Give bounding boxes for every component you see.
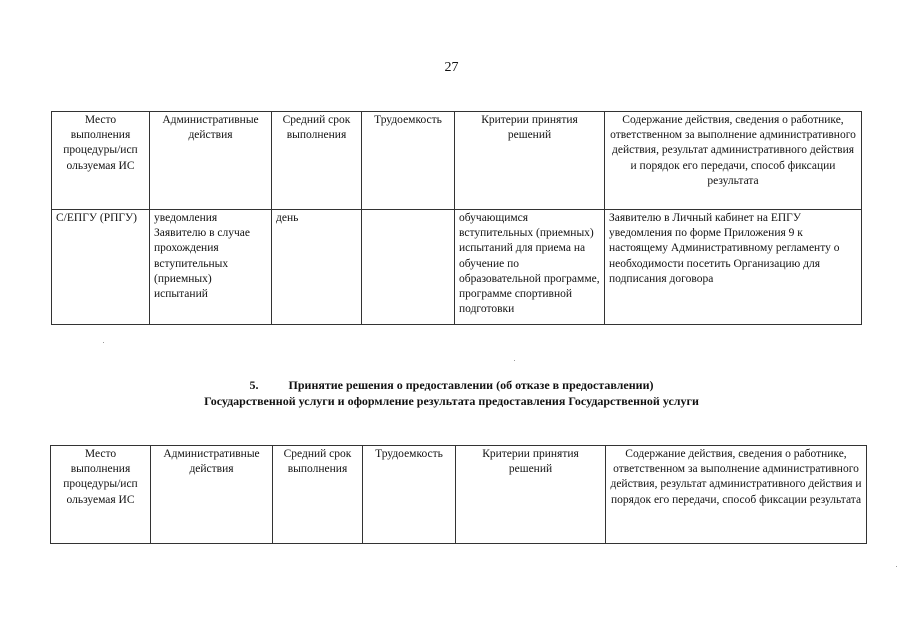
header-term: Средний срок выполнения [273, 446, 363, 544]
header-criteria: Критерии принятия решений [455, 112, 605, 210]
header-content: Содержание действия, сведения о работнике, ответственном за выполнение административного действия, результат административного действия и порядок его передачи, способ фиксации результата [605, 112, 862, 210]
section-heading-line2: Государственной услуги и оформление результата предоставления Государственной услуги [204, 393, 699, 408]
cell-actions: уведомления Заявителю в случае прохождения вступительных (приемных) испытаний [150, 210, 272, 325]
section-heading-line1 [0, 378, 903, 394]
cell-criteria: обучающимся вступительных (приемных) испытаний для приема на обучение по образовательной программе, программе спортивной подготовки [455, 210, 605, 325]
scan-speck [514, 360, 515, 361]
header-term: Средний срок выполнения [272, 112, 362, 210]
section-title-text: Принятие решения о предоставлении (об отказе в предоставлении) [288, 378, 654, 392]
header-actions: Административные действия [150, 112, 272, 210]
section-heading [0, 378, 903, 409]
cell-term: день [272, 210, 362, 325]
table-header-row [51, 446, 867, 544]
header-place: Место выполнения процедуры/исп ользуемая ИС [51, 446, 151, 544]
cell-place: С/ЕПГУ (РПГУ) [52, 210, 150, 325]
header-actions: Административные действия [151, 446, 273, 544]
header-criteria: Критерии принятия решений [456, 446, 606, 544]
header-labor: Трудоемкость [362, 112, 455, 210]
scan-speck [103, 342, 104, 343]
procedure-table-bottom [50, 445, 867, 544]
page-number: 27 [444, 60, 459, 75]
header-labor: Трудоемкость [363, 446, 456, 544]
scan-speck [896, 566, 897, 567]
table-row [52, 210, 862, 325]
cell-labor [362, 210, 455, 325]
cell-content: Заявителю в Личный кабинет на ЕПГУ уведомления по форме Приложения 9 к настоящему Административному регламенту о необходимости посетить Организацию для подписания договора [605, 210, 862, 325]
table-header-row [52, 112, 862, 210]
header-place: Место выполнения процедуры/исп ользуемая ИС [52, 112, 150, 210]
procedure-table-top [51, 111, 862, 325]
header-content: Содержание действия, сведения о работнике, ответственном за выполнение административного действия, результат административного действия и порядок его передачи, способ фиксации результата [606, 446, 867, 544]
section-number: 5. [249, 378, 259, 392]
